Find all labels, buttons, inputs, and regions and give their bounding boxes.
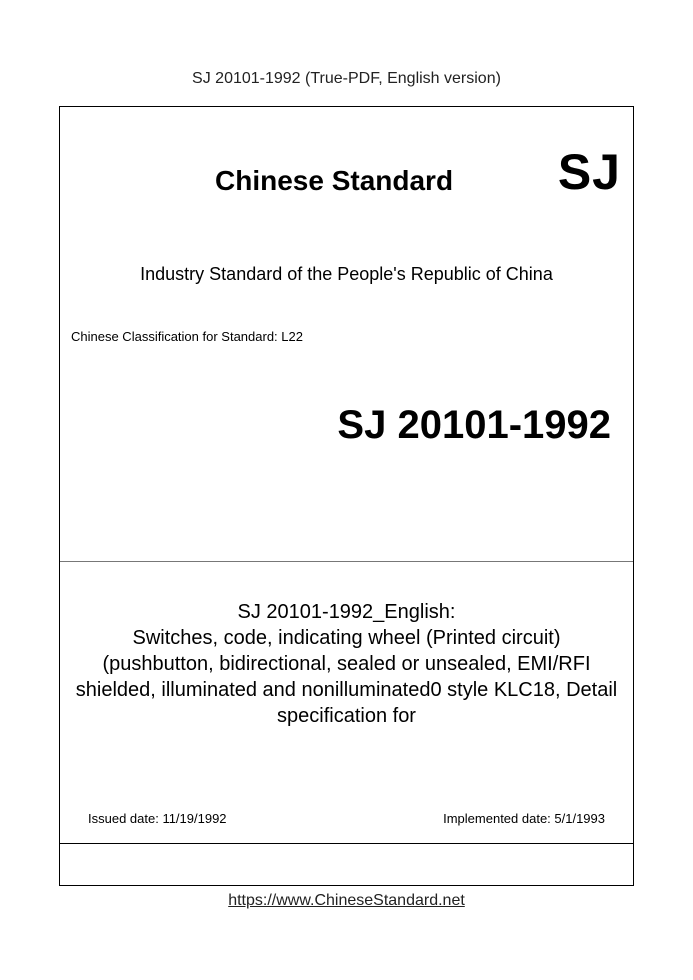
brand-title: Chinese Standard — [215, 165, 454, 196]
standard-description — [60, 599, 633, 729]
standard-number: SJ 20101-1992 — [337, 403, 611, 447]
standard-code-logo: SJ — [557, 144, 621, 200]
document-header-title: SJ 20101-1992 (True-PDF, English version) — [192, 70, 501, 87]
description-line: (pushbutton, bidirectional, sealed or unsealed, EMI/RFI — [102, 653, 591, 675]
organization-line: Industry Standard of the People's Republic of China — [140, 264, 553, 284]
description-line: Switches, code, indicating wheel (Printed circuit) — [132, 627, 561, 649]
issued-date: Issued date: 11/19/1992 — [88, 811, 227, 826]
cover-frame — [59, 106, 634, 886]
description-line: specification for — [277, 705, 416, 727]
description-line: shielded, illuminated and nonilluminated0 style KLC18, Detail — [75, 679, 618, 701]
cover-top-section — [60, 107, 633, 562]
cover-description-section — [60, 561, 633, 844]
implemented-date: Implemented date: 5/1/1993 — [443, 811, 605, 826]
website-link[interactable]: https://www.ChineseStandard.net — [228, 892, 465, 909]
classification-label: Chinese Classification for Standard: L22 — [71, 329, 303, 344]
description-line: SJ 20101-1992_English: — [237, 601, 456, 623]
